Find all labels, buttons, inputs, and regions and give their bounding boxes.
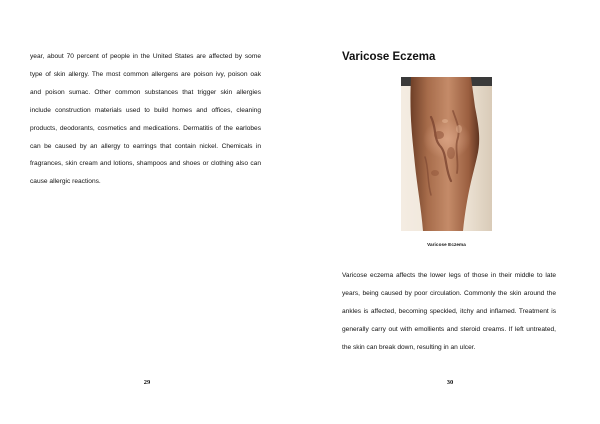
page-number-left: 29 [143,379,151,386]
right-page [300,0,600,424]
right-page-paragraph: Varicose eczema affects the lower legs of those in their middle to late years, being caused by poor circulation. Commonly the skin around the ankles is affected, becoming speckled, itchy and inflamed. Treatment is generally carry out with emollients and steroid creams. If left untreated, the skin can break down, resulting in an ulcer. [342,272,556,351]
page-number-right: 30 [446,379,454,386]
varicose-eczema-photo [401,77,492,231]
left-page-paragraph: year, about 70 percent of people in the United States are affected by some type of skin allergy. The most common allergens are poison ivy, poison oak and poison sumac. Other common substances that trigger skin allergies include construction materials used to build homes and offices, cleaning products, deodorants, cosmetics and medications. Dermatitis of the earlobes can be caused by an allergy to earrings that contain nickel. Chemicals in fragrances, skin cream and lotions, shampoos and shoes or clothing also can cause allergic reactions. [30,53,261,186]
section-title: Varicose Eczema [342,51,436,63]
figure-caption: Varicose Eczema [427,242,466,247]
